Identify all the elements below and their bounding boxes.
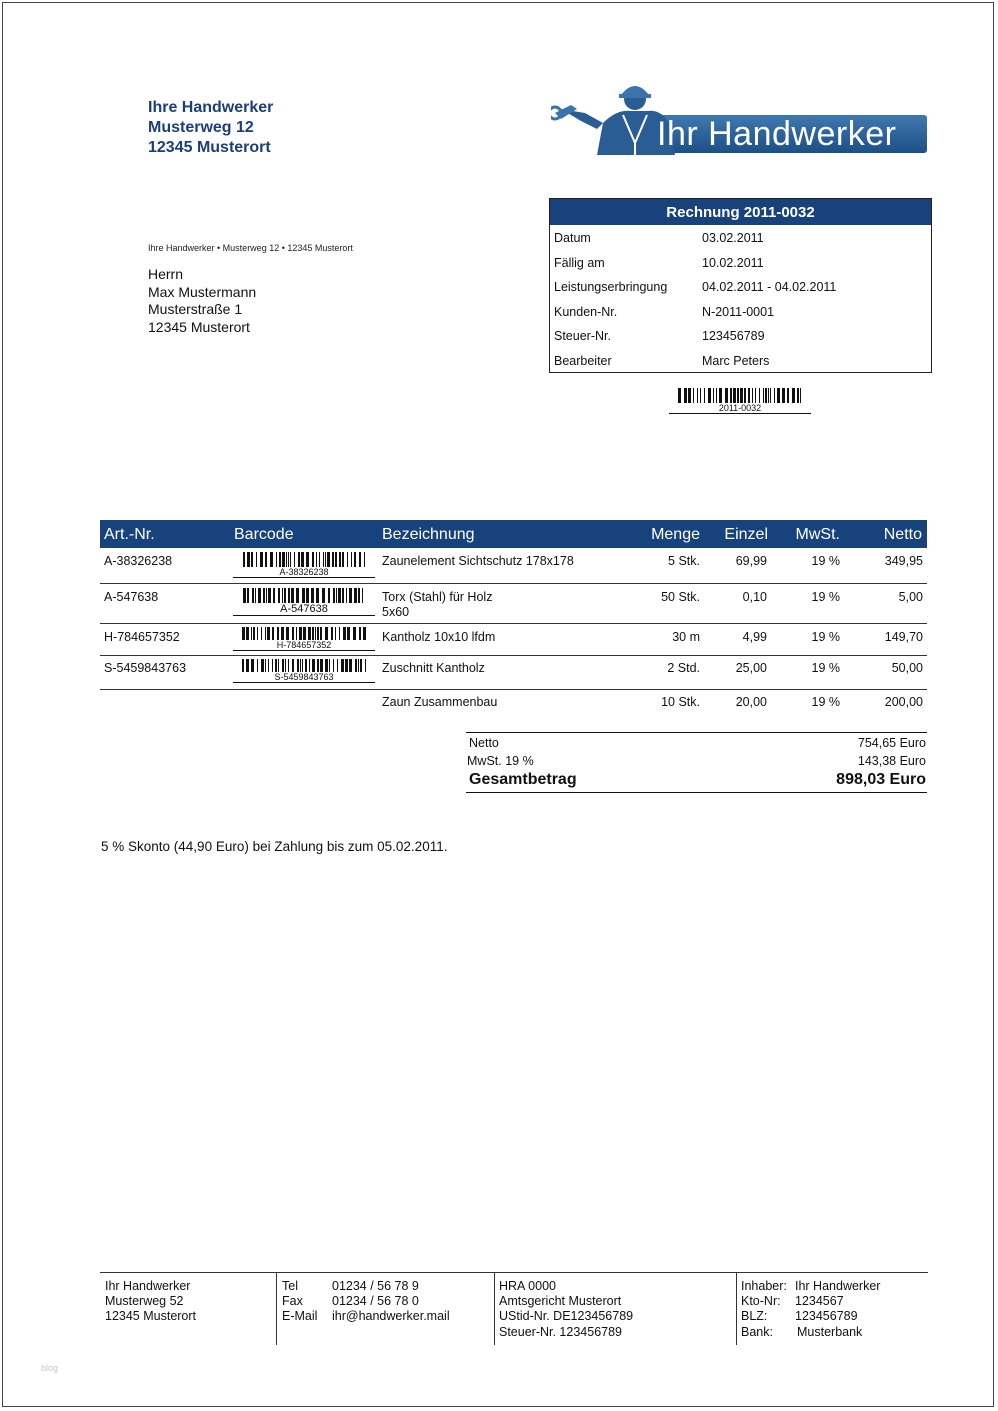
table-row (100, 548, 927, 584)
table-row (100, 690, 927, 718)
sender-name: Ihre Handwerker (148, 99, 274, 116)
footer-email-label: E-Mail (282, 1309, 318, 1323)
company-logo (551, 73, 931, 163)
sender-street: Musterweg 12 (148, 119, 254, 136)
barcode-label: H-784657352 (276, 640, 332, 650)
invoice-field (550, 274, 931, 299)
invoice-field-label: Kunden-Nr. (554, 304, 618, 319)
totals-gesamt-row (466, 769, 927, 793)
cell-menge: 5 Stk. (668, 554, 700, 568)
totals-mwst-row (466, 751, 927, 769)
footer-blz-label: BLZ: (741, 1309, 768, 1323)
invoice-field (550, 299, 931, 324)
cell-art-nr: H-784657352 (104, 630, 180, 644)
footer-company-name: Ihr Handwerker (105, 1279, 191, 1293)
footer-kto-value: 1234567 (795, 1294, 844, 1308)
invoice-field (550, 250, 931, 275)
cell-menge: 10 Stk. (661, 695, 700, 709)
cell-bezeichnung: Zuschnitt Kantholz (382, 661, 485, 675)
footer-bank (736, 1273, 929, 1345)
skonto-note: 5 % Skonto (44,90 Euro) bei Zahlung bis zum 05.02.2011. (101, 839, 448, 854)
watermark-text: blog (41, 1363, 59, 1373)
footer-blz-value: 123456789 (795, 1309, 858, 1323)
footer-fax-label: Fax (282, 1294, 303, 1308)
cell-netto: 5,00 (898, 590, 923, 604)
barcode-underline (233, 615, 375, 616)
sender-address (148, 98, 273, 158)
cell-netto: 349,95 (884, 554, 923, 568)
footer-court: Amtsgericht Musterort (499, 1294, 622, 1308)
cell-bezeichnung: Zaunelement Sichtschutz 178x178 (382, 554, 574, 568)
barcode-underline (233, 650, 375, 651)
invoice-field-label: Leistungserbringung (554, 280, 668, 295)
invoice-field-value: 03.02.2011 (702, 231, 764, 245)
footer-company-city: 12345 Musterort (105, 1309, 197, 1323)
cell-netto: 149,70 (884, 630, 923, 644)
barcode-underline (669, 413, 811, 414)
header-netto: Netto (883, 526, 922, 543)
cell-menge: 50 Stk. (661, 590, 700, 604)
footer-tel-value: 01234 / 56 78 9 (332, 1279, 419, 1293)
recipient-street: Musterstraße 1 (148, 301, 243, 317)
recipient-name: Max Mustermann (148, 283, 257, 300)
recipient-city: 12345 Musterort (148, 318, 250, 335)
footer-bank-label: Bank: (741, 1325, 773, 1339)
cell-einzel: 0,10 (742, 590, 767, 604)
invoice-field-label: Fällig am (554, 255, 605, 270)
cell-bezeichnung: Zaun Zusammenbau (382, 695, 498, 709)
invoice-field (550, 348, 931, 373)
invoice-barcode-label: 2011-0032 (718, 403, 762, 413)
barcode-label: S-5459843763 (274, 672, 334, 682)
invoice-info-box (549, 198, 932, 373)
invoice-page (2, 2, 994, 1407)
footer-owner-value: Ihr Handwerker (795, 1279, 881, 1293)
cell-mwst: 19 % (811, 554, 840, 568)
totals-netto-row (466, 733, 927, 751)
cell-bezeichnung (382, 590, 492, 620)
recipient-address (148, 266, 256, 336)
header-einzel: Einzel (724, 526, 768, 543)
cell-art-nr: A-547638 (104, 590, 159, 604)
cell-bezeichnung-line2: 5x60 (382, 605, 410, 619)
cell-barcode (233, 659, 375, 683)
invoice-field (550, 225, 931, 250)
footer-steuernr: Steuer-Nr. 123456789 (499, 1325, 623, 1339)
barcode-icon (242, 627, 366, 640)
cell-menge: 2 Std. (667, 661, 700, 675)
barcode-icon (678, 388, 802, 403)
invoice-field-value: N-2011-0001 (702, 304, 775, 319)
cell-bezeichnung-line1: Torx (Stahl) für Holz (382, 590, 493, 604)
header-barcode: Barcode (234, 526, 294, 543)
cell-einzel: 69,99 (735, 554, 767, 568)
footer-bank-value: Musterbank (797, 1325, 863, 1339)
cell-netto: 50,00 (891, 661, 923, 675)
barcode-underline (233, 577, 375, 578)
table-header (100, 520, 927, 548)
footer-company-street: Musterweg 52 (105, 1294, 184, 1308)
cell-menge: 30 m (672, 630, 700, 644)
invoice-field-value: 04.02.2011 - 04.02.2011 (702, 280, 837, 295)
barcode-icon (243, 588, 365, 603)
footer-kto-label: Kto-Nr: (741, 1294, 781, 1308)
totals-mwst-label: MwSt. 19 % (467, 754, 534, 768)
logo-text: Ihr Handwerker (657, 115, 897, 153)
cell-einzel: 25,00 (735, 661, 767, 675)
header-mwst: MwSt. (795, 526, 840, 543)
barcode-icon (243, 552, 365, 567)
invoice-field-value: 10.02.2011 (702, 255, 764, 270)
totals-netto-label: Netto (469, 736, 499, 750)
invoice-field-value: 123456789 (702, 329, 765, 344)
cell-netto: 200,00 (884, 695, 923, 709)
cell-mwst: 19 % (811, 590, 840, 604)
cell-barcode (233, 588, 375, 616)
footer-contact (276, 1273, 495, 1345)
return-address-line: Ihre Handwerker • Musterweg 12 • 12345 Musterort (148, 243, 353, 253)
footer-hra: HRA 0000 (499, 1279, 556, 1293)
footer-registry (494, 1273, 737, 1345)
footer-fax-value: 01234 / 56 78 0 (332, 1294, 419, 1308)
invoice-field-label: Bearbeiter (554, 353, 612, 368)
totals-gesamt-label: Gesamtbetrag (469, 771, 577, 788)
footer (100, 1272, 928, 1345)
barcode-label: A-547638 (280, 603, 328, 615)
header-bezeichnung: Bezeichnung (382, 526, 475, 543)
header-art-nr: Art.-Nr. (104, 526, 155, 543)
table-row (100, 656, 927, 690)
cell-art-nr: A-38326238 (104, 554, 173, 568)
totals-block (466, 732, 927, 793)
cell-barcode (233, 627, 375, 651)
items-table (100, 520, 927, 718)
invoice-title: Rechnung 2011-0032 (550, 199, 931, 225)
totals-gesamt-value: 898,03 Euro (836, 771, 926, 788)
sender-city: 12345 Musterort (148, 139, 271, 156)
invoice-field (550, 323, 931, 348)
totals-netto-value: 754,65 Euro (857, 736, 926, 750)
invoice-field-label: Datum (554, 231, 591, 245)
cell-art-nr: S-5459843763 (104, 661, 187, 675)
header-menge: Menge (651, 526, 700, 543)
barcode-icon (242, 659, 366, 672)
cell-mwst: 19 % (811, 661, 840, 675)
invoice-field-label: Steuer-Nr. (554, 329, 611, 344)
cell-mwst: 19 % (811, 695, 840, 709)
footer-tel-label: Tel (282, 1279, 298, 1293)
cell-einzel: 4,99 (742, 630, 767, 644)
barcode-underline (233, 682, 375, 683)
invoice-field-value: Marc Peters (702, 353, 770, 368)
footer-company (100, 1273, 276, 1345)
cell-mwst: 19 % (811, 630, 840, 644)
footer-ustid: UStid-Nr. DE123456789 (499, 1309, 634, 1323)
recipient-salutation: Herrn (148, 266, 184, 282)
table-row (100, 584, 927, 624)
table-row (100, 624, 927, 656)
barcode-label: A-38326238 (279, 567, 329, 577)
invoice-barcode (669, 388, 811, 414)
cell-barcode (233, 552, 375, 578)
totals-mwst-value: 143,38 Euro (857, 754, 926, 768)
cell-einzel: 20,00 (735, 695, 767, 709)
cell-bezeichnung: Kantholz 10x10 lfdm (382, 630, 496, 644)
footer-owner-label: Inhaber: (741, 1279, 787, 1293)
footer-email-value: ihr@handwerker.mail (332, 1309, 450, 1323)
